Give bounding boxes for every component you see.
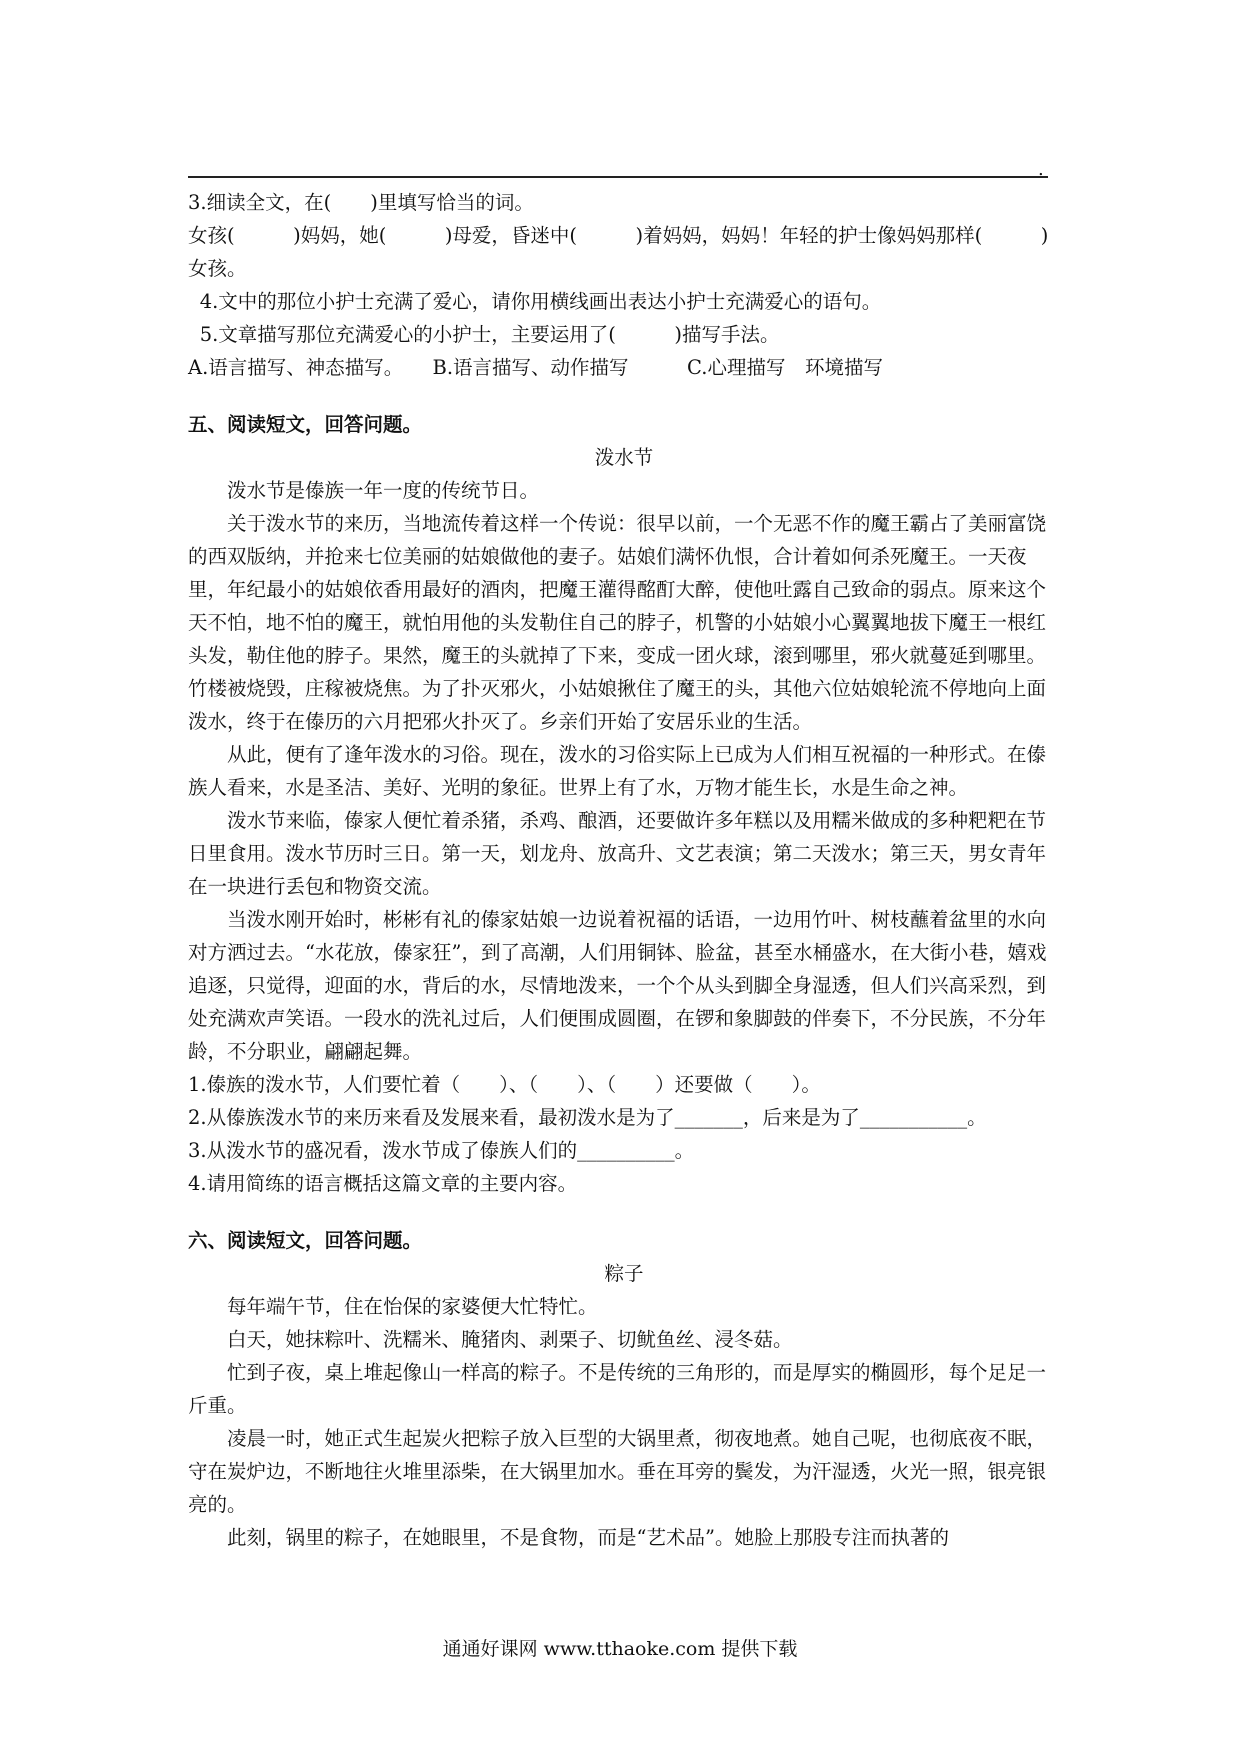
section-6-paragraph: 凌晨一时，她正式生起炭火把粽子放入巨型的大锅里煮，彻夜地煮。她自己呢，也彻底夜不眠，守在炭炉边，不断地往火堆里添柴，在大锅里加水。垂在耳旁的鬓发，为汗湿透，火光一照，银亮银亮的。	[188, 1427, 1047, 1516]
section-6-paragraph: 白天，她抹粽叶、洗糯米、腌猪肉、剥栗子、切鱿鱼丝、浸冬菇。	[227, 1328, 793, 1351]
section-5-question: 3.从泼水节的盛况看，泼水节成了傣族人们的__________。	[188, 1139, 695, 1162]
section-5-heading: 五、阅读短文，回答问题。	[188, 413, 423, 436]
section-5-question: 1.傣族的泼水节，人们要忙着（ ）、（ ）、（ ）还要做（ ）。	[188, 1073, 821, 1096]
section-6-heading: 六、阅读短文，回答问题。	[188, 1229, 423, 1252]
section-5-question: 4.请用简练的语言概括这篇文章的主要内容。	[188, 1172, 578, 1195]
section-6-title: 粽子	[604, 1262, 644, 1285]
content	[188, 186, 1060, 1554]
question-5: 5.文章描写那位充满爱心的小护士，主要运用了( )描写手法。	[199, 323, 780, 346]
question-3-blanks: 女孩( )妈妈，她( )母爱，昏迷中( )着妈妈，妈妈！年轻的护士像妈妈那样( )女孩。	[188, 224, 1049, 280]
section-6-paragraph: 此刻，锅里的粽子，在她眼里，不是食物，而是“艺术品”。她脸上那股专注而执著的	[227, 1526, 949, 1549]
header-dot: .	[1038, 159, 1044, 180]
question-4: 4.文中的那位小护士充满了爱心，请你用横线画出表达小护士充满爱心的语句。	[199, 290, 882, 313]
section-5-paragraph: 当泼水刚开始时，彬彬有礼的傣家姑娘一边说着祝福的话语，一边用竹叶、树枝蘸着盆里的水向对方洒过去。“水花放，傣家狂”，到了高潮，人们用铜钵、脸盆，甚至水桶盛水，在大街小巷，嬉戏追逐，只觉得，迎面的水，背后的水，尽情地泼来，一个个从头到脚全身湿透，但人们兴高采烈，到处充满欢声笑语。一段水的洗礼过后，人们便围成圆圈，在锣和象脚鼓的伴奏下，不分民族，不分年龄，不分职业，翩翩起舞。	[188, 908, 1047, 1063]
question-5-choices: A.语言描写、神态描写。 B.语言描写、动作描写 C.心理描写 环境描写	[188, 356, 883, 379]
section-5-question: 2.从傣族泼水节的来历来看及发展来看，最初泼水是为了_______，后来是为了___________。	[188, 1106, 987, 1129]
section-5-paragraph: 关于泼水节的来历，当地流传着这样一个传说：很早以前，一个无恶不作的魔王霸占了美丽富饶的西双版纳，并抢来七位美丽的姑娘做他的妻子。姑娘们满怀仇恨，合计着如何杀死魔王。一天夜里，年纪最小的姑娘依香用最好的酒肉，把魔王灌得酩酊大醉，使他吐露自己致命的弱点。原来这个天不怕，地不怕的魔王，就怕用他的头发勒住自己的脖子，机警的小姑娘小心翼翼地拔下魔王一根红头发，勒住他的脖子。果然，魔王的头就掉了下来，变成一团火球，滚到哪里，邪火就蔓延到哪里。竹楼被烧毁，庄稼被烧焦。为了扑灭邪火，小姑娘揪住了魔王的头，其他六位姑娘轮流不停地向上面泼水，终于在傣历的六月把邪火扑灭了。乡亲们开始了安居乐业的生活。	[188, 512, 1047, 733]
header-rule	[188, 176, 1048, 178]
section-6-paragraph: 每年端午节，住在怡保的家婆便大忙特忙。	[227, 1295, 598, 1318]
footer-source: 通通好课网 www.tthaoke.com 提供下载	[442, 1638, 798, 1660]
section-5-paragraph: 从此，便有了逢年泼水的习俗。现在，泼水的习俗实际上已成为人们相互祝福的一种形式。在傣族人看来，水是圣洁、美好、光明的象征。世界上有了水，万物才能生长，水是生命之神。	[188, 743, 1047, 799]
question-3-intro: 3.细读全文，在( )里填写恰当的词。	[188, 191, 534, 214]
section-5-title: 泼水节	[594, 446, 654, 469]
section-5-paragraph: 泼水节来临，傣家人便忙着杀猪，杀鸡、酿酒，还要做许多年糕以及用糯米做成的多种粑粑在节日里食用。泼水节历时三日。第一天，划龙舟、放高升、文艺表演；第二天泼水；第三天，男女青年在一块进行丢包和物资交流。	[188, 809, 1047, 898]
section-6-paragraph: 忙到子夜，桌上堆起像山一样高的粽子。不是传统的三角形的，而是厚实的椭圆形，每个足足一斤重。	[188, 1361, 1047, 1417]
section-5-paragraph: 泼水节是傣族一年一度的传统节日。	[227, 479, 540, 502]
